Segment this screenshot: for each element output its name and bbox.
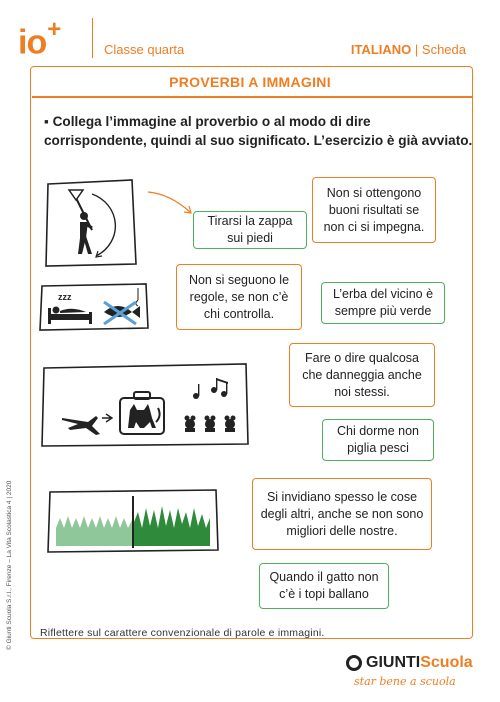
picture-sleep-fish	[38, 282, 150, 332]
footer-note: Riflettere sul carattere convenzionale di parole e immagini.	[40, 627, 325, 639]
box-meaning-invidia[interactable]: Si invidiano spesso le cose degli altri, anche se non sono migliori delle nostre.	[252, 478, 432, 550]
giunti-scuola-brand: GIUNTIScuola	[366, 654, 473, 671]
picture-hoe	[40, 178, 140, 270]
box-proverb-zappa[interactable]: Tirarsi la zappa sui piedi	[193, 211, 307, 249]
copyright-text: © Giunti Scuola S.r.l., Firenze – La Vita Scolastica 4 | 2020	[6, 480, 13, 650]
worksheet-title: PROVERBI A IMMAGINI	[169, 74, 331, 90]
class-label: Classe quarta	[104, 42, 185, 57]
box-meaning-impegno[interactable]: Non si ottengono buoni risultati se non ci si impegna.	[312, 177, 436, 243]
connector-arrow	[146, 190, 194, 220]
picture-grass	[46, 488, 220, 554]
picture-cat-mice	[40, 362, 250, 448]
io-plus-logo: io+	[18, 16, 61, 62]
giunti-logo-icon	[346, 655, 362, 671]
brand-tagline: star bene a scuola	[354, 675, 456, 688]
box-proverb-gatto[interactable]: Quando il gatto non c’è i topi ballano	[259, 563, 389, 609]
header-divider	[92, 18, 93, 58]
box-proverb-erba[interactable]: L’erba del vicino è sempre più verde	[321, 282, 445, 324]
title-divider	[32, 96, 472, 98]
subject-label: ITALIANO | Scheda	[350, 42, 466, 57]
instruction-text: ▪ Collega l’immagine al proverbio o al modo di dire corrispondente, quindi al suo significato. L’esercizio è già avviato.	[44, 114, 473, 148]
box-meaning-danneggia[interactable]: Fare o dire qualcosa che danneggia anche noi stessi.	[289, 343, 435, 407]
box-proverb-chi-dorme[interactable]: Chi dorme non piglia pesci	[322, 419, 434, 461]
box-meaning-regole[interactable]: Non si seguono le regole, se non c’è chi controlla.	[176, 264, 302, 330]
sleep-zzz: zzz	[58, 292, 72, 302]
